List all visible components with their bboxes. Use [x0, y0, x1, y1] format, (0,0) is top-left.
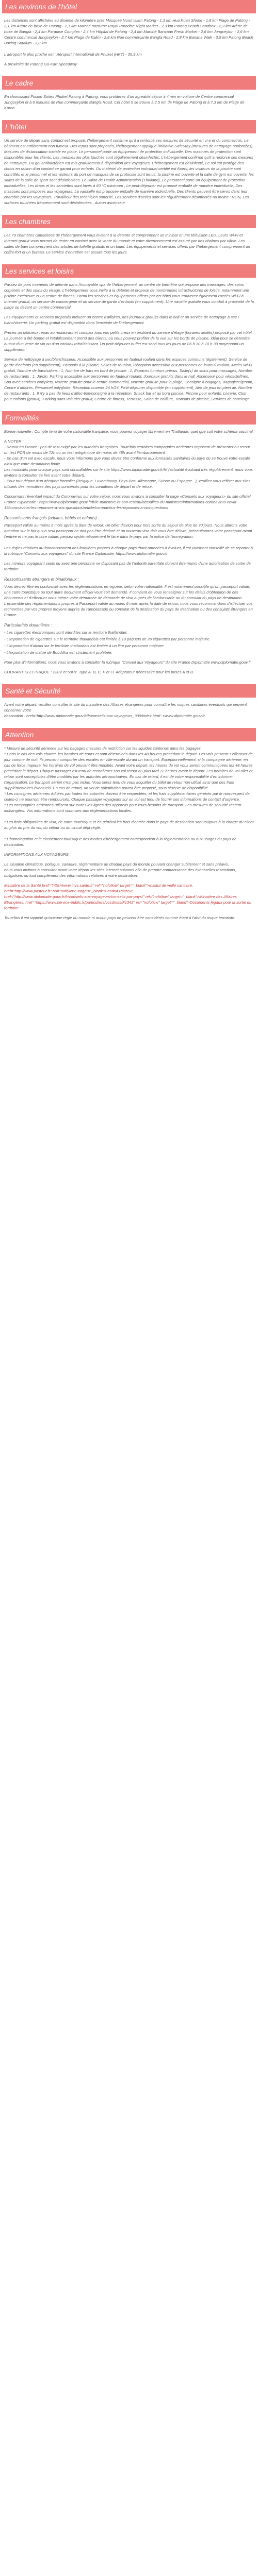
cadre-title: Le cadre: [2, 76, 256, 90]
formalites-subhead-customs: Particularités douanières :: [4, 623, 52, 628]
sante-title: Santé et Sécurité: [2, 684, 256, 698]
formalites-more-info: Pour plus d'informations, nous vous invitons à consulter la rubrique "Conseil aux Voyageurs" du site France Diplomatie www.diplomatie.gouv.fr: [4, 660, 251, 665]
customs-item: - L'importation de cigarettes sur le territoire thaïlandais est limitée à 10 paquets de 20 cigarettes par personne majeure.: [4, 637, 211, 641]
customs-item: - L'importation d'alcool sur le territoire thaïlandais est limitée à un litre par personne majeure.: [4, 643, 165, 648]
attention-section: [0, 728, 258, 930]
services-section: [0, 264, 258, 411]
formalites-covid: Concernant l'éventuel impact du Coronavirus sur votre séjour, nous vous invitons à consulter la page «Conseils aux voyageurs» du site officiel France Diplomatie : https://www.diplomatie.gouv.fr/fr/le-ministere-et-son-reseau/actualites-du-ministere/informations-coronavirus-covid-19/coronavirus-les-reponses-a-vos-questions/article/coronavirus-les-reponses-a-vos-questions: [4, 494, 252, 510]
chambres-text: Les 79 chambres climatisées de l'hébergement vous invitent à la détente et comprennent un minibar et une télévision LED. Leurs Wi-Fi et Internet gratuit vous permet de rester en contact avec la vente du monde et votre divertissement est assuré par des chaînes par câble. Les salles de bain comprennent des articles de toilette gratuits et un bidet. Les équipements et services offerts par l'hébergement comprennent un coffre-fort et un bureau. Le service d'entretien est assuré tous les jours.: [4, 233, 251, 255]
attention-text: * Mesure de sécurité aérienne sur les bagages mesures de restriction sur les liquides contenus dans les bagages * Dans le cas des vols charter, les horaires de cours et sont déterminés dans les 48 heures précédant le départ. Les vols peuvent s'effectuer de jour comme de nuit. Ils peuvent comporter des escales en ville-escale durant un transport. Exceptionnellement, si la compagnie aérienne, en cas de force majeure, les horaires de vol peuvent être modifiés. Avant votre départ, les heures de vol vous seront communiquées les 48 heures précédant le départ. Chaque passager est tenu de reconfirmer son vol retour au plus tard 72 heures avant le départ. Les horaires de vol aller et retour sont susceptibles d'être modifiés par les autorités aéroportuaires. En cas de retard, il est de votre responsabilité d'en informer l'organisation. Le transport aérien n'est pas inclus. Vous serez tenu de vous acquitter du billet de retour non utilisé ainsi que des frais supplémentaires éventuels. En cas de retard, un vol de substitution pourra être proposé, sous réserve de disponibilité. * Les consignes aériennes éditées par toutes les autorités doivent être respectées, et les frais supplémentaires générés par le non-respect de celles-ci ne pourront être remboursés. Chaque passager voyageant sur un vol est tenu de fournir ses informations de contact d'urgence. * Les compagnies aériennes utilisent sur toutes les lignes des appareils pour leurs besoins de transport. Les mesures de sécurité restent inchangées. Vos informations sont soumises aux réglementations locales. * Les frais obligatoires de visa, de carte touristique et en général les frais d'entrée dans le pays de destination sont toujours à la charge du client au plus du prix du vol, du séjour ou du circuit déjà réglé. * L'homologation et le classement touristique des modes d'hébergement correspondent à la réglementation ou aux usages du pays de destination.: [4, 746, 254, 847]
formalites-intro: Bonne nouvelle ; Compte tenu de votre nationalité française, vous pouvez voyager librement en Thaïlande, quel que soit votre schéma vaccinal.: [4, 429, 254, 434]
customs-list: [4, 630, 254, 655]
environs-section: [0, 0, 258, 76]
formalites-subhead-foreign: Ressortissants étrangers et binationaux :: [4, 577, 79, 582]
formalites-section: [0, 411, 258, 684]
cadre-section: [0, 76, 258, 120]
formalites-title: Formalités: [2, 411, 256, 425]
environs-distances: Les distances sont affichées au dixième de kilomètre près.Mosquée Nurul Islam Patong - 1,3 km Hua Kuan Shrine - 1,8 km Plage de Patong - 2,1 km Arène de boxe de Patong - 2,1 km Marché nocturne Royal Paradise Night Market - 2,3 km Patong Beach Sandbox - 2,3 km Arène de boxe de Bangla - 2,4 km Paradise Complex - 2,4 km Hôpital de Patong - 2,4 km Marché Banzaan Fresh Market - 2,6 km Jungceylon - 2,6 km Centre commercial Jungceylon - 2,7 km Plage de Kalim - 2,8 km Rue commerçante Bangla Road - 2,8 km Banana Walk - 3,5 km Patong Beach Boxing Stadium - 3,8 km L'aéroport le plus proche est : Aéroport international de Phuket (HKT) - 35,9 km: [4, 18, 253, 57]
environs-nearby: À proximité de Patong Go-Kart Speedway: [4, 62, 77, 66]
formalites-minors: Les mineurs voyageant seuls ou avec une personne ne disposant pas de l'autorité parentale doivent être munis d'une autorisation de sortie de territoire.: [4, 561, 252, 571]
formalites-french-text: Passeport valide au moins 6 mois après la date de retour. Un billet d'avion pour trois sortie du séjour de plus de 30 jours. Nous attirons votre attention sur le fait qu'un seul passeport ne doit pas être déclaré et un nouveau visa doit vous être délivré, précautionnez votre passeport avant l'entrée et ne pas le faire valide, pensez systématiquement le faire dans le pays par la police de l'immigration. Les règles relatives au franchissement des frontières propres à chaque pays étant amenées à évoluer, il est vivement conseillé de se reporter à la rubrique "Conseils aux voyageurs" du site France Diplomatie, https://www.diplomatie.gouv.fr: [4, 523, 253, 556]
sante-section: [0, 684, 258, 728]
environs-title: Les environs de l'hôtel: [2, 0, 256, 13]
infos-heading: INFORMATIONS AUX VOYAGEURS :: [4, 852, 71, 857]
formalites-foreign-text: Vous devrez être en conformité avec les réglementations en vigueur, selon votre nationalité. Il est notamment possible qu'un passeport valide, une carte touristique ou tout autre document officiel vous soit demandé. Il convient de vous renseigner sur les délais d'obtention de ces documents et d'effectuer vous-même votre démarche de demande de visa auprès de l'ambassade ou du consulat du pays de destination. L'ensemble des réglementations propres à Passeport valide au moins 6 mois après la date de retour, nous vous recommandons d'effectuer vos recherches par vos propres moyens auprès de l'ambassade ou consulat de la destination du pays de destination ou des consulats étrangers en France.: [4, 584, 253, 617]
attention-title: Attention: [2, 728, 256, 741]
sante-text: Avant votre départ, veuillez consulter le site du ministère des Affaires étrangères pour connaître les risques sanitaires éventuels qui peuvent concerner votre destination : href="http://www.diplomatie.gouv.fr/fr/conseils-aux-voyageurs_909/index.html" >www.diplomatie.gouv.fr: [4, 702, 247, 718]
hotel-section: [0, 120, 258, 215]
services-text-4: Service de nettoyage à sec/blanchisserie, Accessible aux personnes en fauteuil roulant dans les espaces communs (également), Service de garde d'enfants (en supplément), Parasols à la piscine, Salles de réunion, Réception accessible aux personnes en fauteuil roulant, Accès Wi-Fi gratuit, Nombre de bars/salons : 1, Nombre de bars en bord de piscine : 1, Espaces fumeurs prévus, Salle(s) de soins pour massages, Nombre de restaurants : 1, Jardin, Parking accessible aux personnes en fauteuil roulant, Journaux gratuits dans le hall, Ascenseur pour vélos/Jeffries, Spa avec services complets, Navette gratuite pour le centre commercial, Navette gratuite pour la plage, Consigne à bagages, Bagagiste/groom, Centre d'affaires, Personnel polyglotte, Réception ouverte 24 h/24, Petit-déjeuner disponible (en supplément), Aire de jeux en plein air, Nombre de restaurants : 1, Il n'y a pas de lieux d'affec-tion/consigne à la réception, Snack bar et au bord piscine, Piscine pour enfants, Livrerie, Club pour enfants (gratuit), Parking sans voiturier gratuit, Centre de fitness, Terrasse, Salon de coiffure, Transats de piscine, Services de concierge: [4, 357, 255, 401]
services-title: Les services et loisirs: [2, 264, 256, 278]
cadre-text: En choisissant Fusion Suites Phuket Patong à Patong, vous profiterez d'un agréable séjour à 4 min en voiture de Centre commercial Jungceylon et à 6 minutes de Rue commerçante Bangla Road. Cet hôtel 5 se trouve à 2,5 km de Plage de Patong et à 7,3 km de Plage de Karon.: [4, 94, 246, 110]
infos-text: La situation climatique, politique, sanitaire, réglementaire de chaque pays du monde pouvant changer subitement et sans préavis, nous vous invitons à consulter avant votre départ les sites internet suivants afin de prendre connaissance des éventuelles restrictions, obligations ou tout complément des informations relatives à votre destination.: [4, 862, 236, 878]
infos-links[interactable]: Ministère de la Santé href="http://www.invs.sante.fr" rel="nofollow" target="_blank">Institut de veille sanitaire, href="http://www.pasteur.fr" rel="nofollow" target="_blank">Institut Pasteur, href="http://www.diplomatie.gouv.fr/fr/conseils-aux-voyageurs/conseils-par-pays/" rel="nofollow" target="_blank">Ministère des Affaires Étrangères, href="https://www.service-public.fr/particuliers/vosdroits/F1342" rel="nofollow" target="_blank">Documents légaux pour la sortie du territoire.: [4, 883, 252, 910]
hotel-info-page: [0, 0, 258, 930]
formalites-electricity: COURANT ÉLECTRIQUE : 220V et 50Hz. Type A, B, C, F et O. Adaptateur nécessaire pour les prises A et B.: [4, 670, 194, 674]
services-text-1: Passez de purs moments de détente dans l'incroyable spa de l'hébergement, un centre de bien-être qui propose des massages, des soins corporels et des soins du visage. L'hébergement vous invite à la détente et propose de nombreuses infrastructures de loisirs, notamment une piscine extérieure et un centre de fitness. Parmi les services et équipements offerts par cet hôtel vous trouverez également l'accès Wi-Fi à Internet gratuit, un service de conciergerie et un service de garde d'enfants (en supplément). Une navette gratuite vous conduit à proximité de la plage ou devant un centre commercial.: [4, 282, 255, 310]
customs-item: - L'exportation de statue de Bouddha est strictement prohibée.: [4, 650, 112, 655]
infos-terrorism: Toutefois il est rappelé qu'aucune règle du monde ni aucun pays ne peuvent être considérés comme étant à l'abri du risque terroriste.: [4, 916, 235, 920]
services-text-2: Les équipements et services proposés incluent un centre d'affaires, des journaux gratuits dans le hall et un service de nettoyage à sec / blanchisserie. Un parking gratuit est disponible dans l'enceinte de l'hébergement.: [4, 315, 240, 325]
formalites-note: A NOTER : - Retour en France : pas de test exigé par les autorités françaises. Toutefois certaines compagnies aériennes imposent de présenter au retour un test PCR de moins de 72h ou un test antigénique de moins de 48h avant l'embarquement. - En cas d'un vol avec escale, nous vous informons que vous devez être conforme aux formalités sanitaires du pays où se trouve votre escale ainsi que votre destination finale. Les modalités pour chaque pays sont consultables sur le site https://www.diplomatie.gouv.fr/fr/ (actualité évoluant très régulièrement, nous vous invitons à consulter ce lien avant votre départ). - Pour tout départ d'un aéroport frontalier (Belgique, Luxembourg, Pays-Bas, Allemagne, Suisse ou Espagne...), veuillez vous référer aux sites officiels des ministères des pays concernés pour les conditions de départ et de retour.: [4, 439, 253, 489]
services-text-3: Prenez un délicieux repas au restaurant et combiez tous vos petits creux en profitant du service d'étage (horaires limités) proposé par cet hôtel. La journée a été bonne et l'établissement prend des clients, où vous pouvez profiter de la vue sur les bords de piscine, idéal pour se détendre autour d'un verre de vin ou d'un cocktail rafraîchissant. Un petit-déjeuner buffet est servi tous les jours de 06 h 30 à 10 h 30 moyennant un supplément.: [4, 330, 254, 352]
hotel-title: L'hôtel: [2, 120, 256, 133]
hotel-text: Un service de départ sans contact est proposé, l'hébergement confirme qu'il a renforcé ses mesures de sécurité en vi e et du coronavirus. Le bâtiment est entièrement non fumeur. Des repas sont proposés, l'hébergement applique l'initiative SafeStay (mesures de nettoyage renforcées). Mesures de distanciation sociale en place, Le personnel porte un équipement de protection individuelle, Des masques de protection sont disponibles pour les clients, Les meubles les plus touchés sont régulièrement désinfectés, L'hébergement confirme qu'il a renforcé ses mesures de nettoyage, Du gel antibactérien est mis gratuitement à disposition des voyageurs, L'hébergement est désinfecté, Le sol est protégé des chocs en raison d'un contact ce garant pour enfants. Du matériel de protection individuel certifié est fourni, les visiteurs de la piscine sont contrôlés et le personnel et les visiteurs du port de masques de ce protocole sont tenus, la piscine est ouverte et la salle de gym est ouverte, les salles de la salle de sport sont désinfectées. Le Salon de Health Administration (Thailand), Le personnel porte un équipement de protection individuelles, Les draps et les serviettes sont lavés à 60 °C minimum , Le petit-déjeuner est proposé emballé de manière individuelle, Des masques sont proposés aux voyageurs, La vaisselle est proposée emballé de manière individuelle, Des clients peuvent être servis dans leur chambre par les voyageurs, Travailleur des technicien sonorité, Les services d'accès sont les régulièrement désinfectés au moins : NON, Les surfaces touchées fréquemment sont désinfectées., Aucun ascenseur: [4, 138, 255, 205]
customs-item: - Les cigarettes électroniques sont interdites sur le territoire thaïlandais: [4, 630, 127, 635]
formalites-subhead-french: Ressortissants français (adultes, bébés et enfants) :: [4, 516, 100, 520]
chambres-title: Les chambres: [2, 215, 256, 228]
chambres-section: [0, 215, 258, 264]
